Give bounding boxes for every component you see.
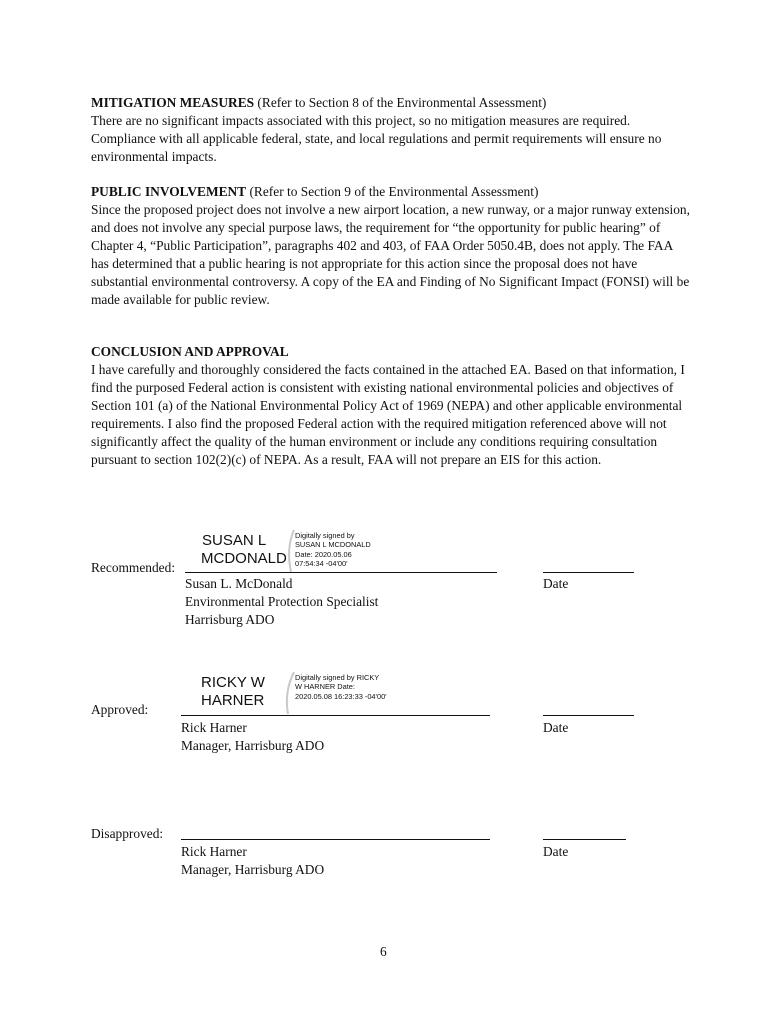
recommended-signer-name-line1: SUSAN L <box>202 532 267 549</box>
mitigation-heading: MITIGATION MEASURES <box>91 95 255 110</box>
mitigation-ref: (Refer to Section 8 of the Environmental Assessment) <box>254 95 547 110</box>
disapproved-signature-line <box>181 839 490 840</box>
approved-title: Manager, Harrisburg ADO <box>181 738 325 753</box>
page-number: 6 <box>380 944 387 959</box>
approved-date-label: Date <box>543 720 569 735</box>
approved-name: Rick Harner <box>181 720 247 735</box>
recommended-office: Harrisburg ADO <box>185 612 275 627</box>
public-involvement-body: Since the proposed project does not involve a new airport location, a new runway, or a major runway extension, and does not involve any special purpose laws, the requirement for “the opportunity for public hearing” of Chapter 4, “Public Participation”, paragraphs 402 and 403, of FAA Order 5050.4B, does not apply. The FAA has determined that a public hearing is not appropriate for this action since the proposal does not have substantial environmental controversy. A copy of the EA and Finding of No Significant Impact (FONSI) will be made available for public review. <box>91 202 690 307</box>
recommended-name: Susan L. McDonald <box>185 576 293 591</box>
recommended-date-line <box>543 572 634 573</box>
approved-date-line <box>543 715 634 716</box>
approved-signer-name-line2: HARNER <box>201 692 265 709</box>
public-involvement-heading: PUBLIC INVOLVEMENT <box>91 184 247 199</box>
recommended-label: Recommended: <box>91 560 176 575</box>
conclusion-heading: CONCLUSION AND APPROVAL <box>91 344 289 359</box>
disapproved-name: Rick Harner <box>181 844 247 859</box>
mitigation-section <box>91 94 691 166</box>
approved-digital-signature-note: Digitally signed by RICKY W HARNER Date: 2020.05.08 16:23:33 -04'00' <box>295 673 387 701</box>
public-involvement-ref: (Refer to Section 9 of the Environmental Assessment) <box>246 184 539 199</box>
recommended-title: Environmental Protection Specialist <box>185 594 379 609</box>
approved-signer-name-line1: RICKY W <box>201 674 265 691</box>
approved-label: Approved: <box>91 702 149 717</box>
disapproved-date-line <box>543 839 626 840</box>
public-involvement-section <box>91 183 691 309</box>
approved-signature-line <box>181 715 490 716</box>
disapproved-title: Manager, Harrisburg ADO <box>181 862 325 877</box>
conclusion-body: I have carefully and thoroughly considered the facts contained in the attached EA. Based on that information, I find the purposed Federal action is consistent with existing national environmental policies and objectives of Section 101 (a) of the National Environmental Policy Act of 1969 (NEPA) and other applicable environmental requirements. I also find the proposed Federal action with the required mitigation referenced above will not significantly affect the quality of the human environment or include any conditions requiring consultation pursuant to section 102(2)(c) of NEPA. As a result, FAA will not prepare an EIS for this action. <box>91 362 685 467</box>
recommended-signature-line <box>185 572 497 573</box>
conclusion-section <box>91 343 691 469</box>
recommended-digital-signature-note: Digitally signed by SUSAN L MCDONALD Date: 2020.05.06 07:54:34 -04'00' <box>295 531 371 569</box>
disapproved-label: Disapproved: <box>91 826 164 841</box>
disapproved-date-label: Date <box>543 844 569 859</box>
recommended-signer-name-line2: MCDONALD <box>201 550 287 567</box>
recommended-date-label: Date <box>543 576 569 591</box>
mitigation-body: There are no significant impacts associated with this project, so no mitigation measures are required. Compliance with all applicable federal, state, and local regulations and permit requirements will ensure no environmental impacts. <box>91 113 662 164</box>
